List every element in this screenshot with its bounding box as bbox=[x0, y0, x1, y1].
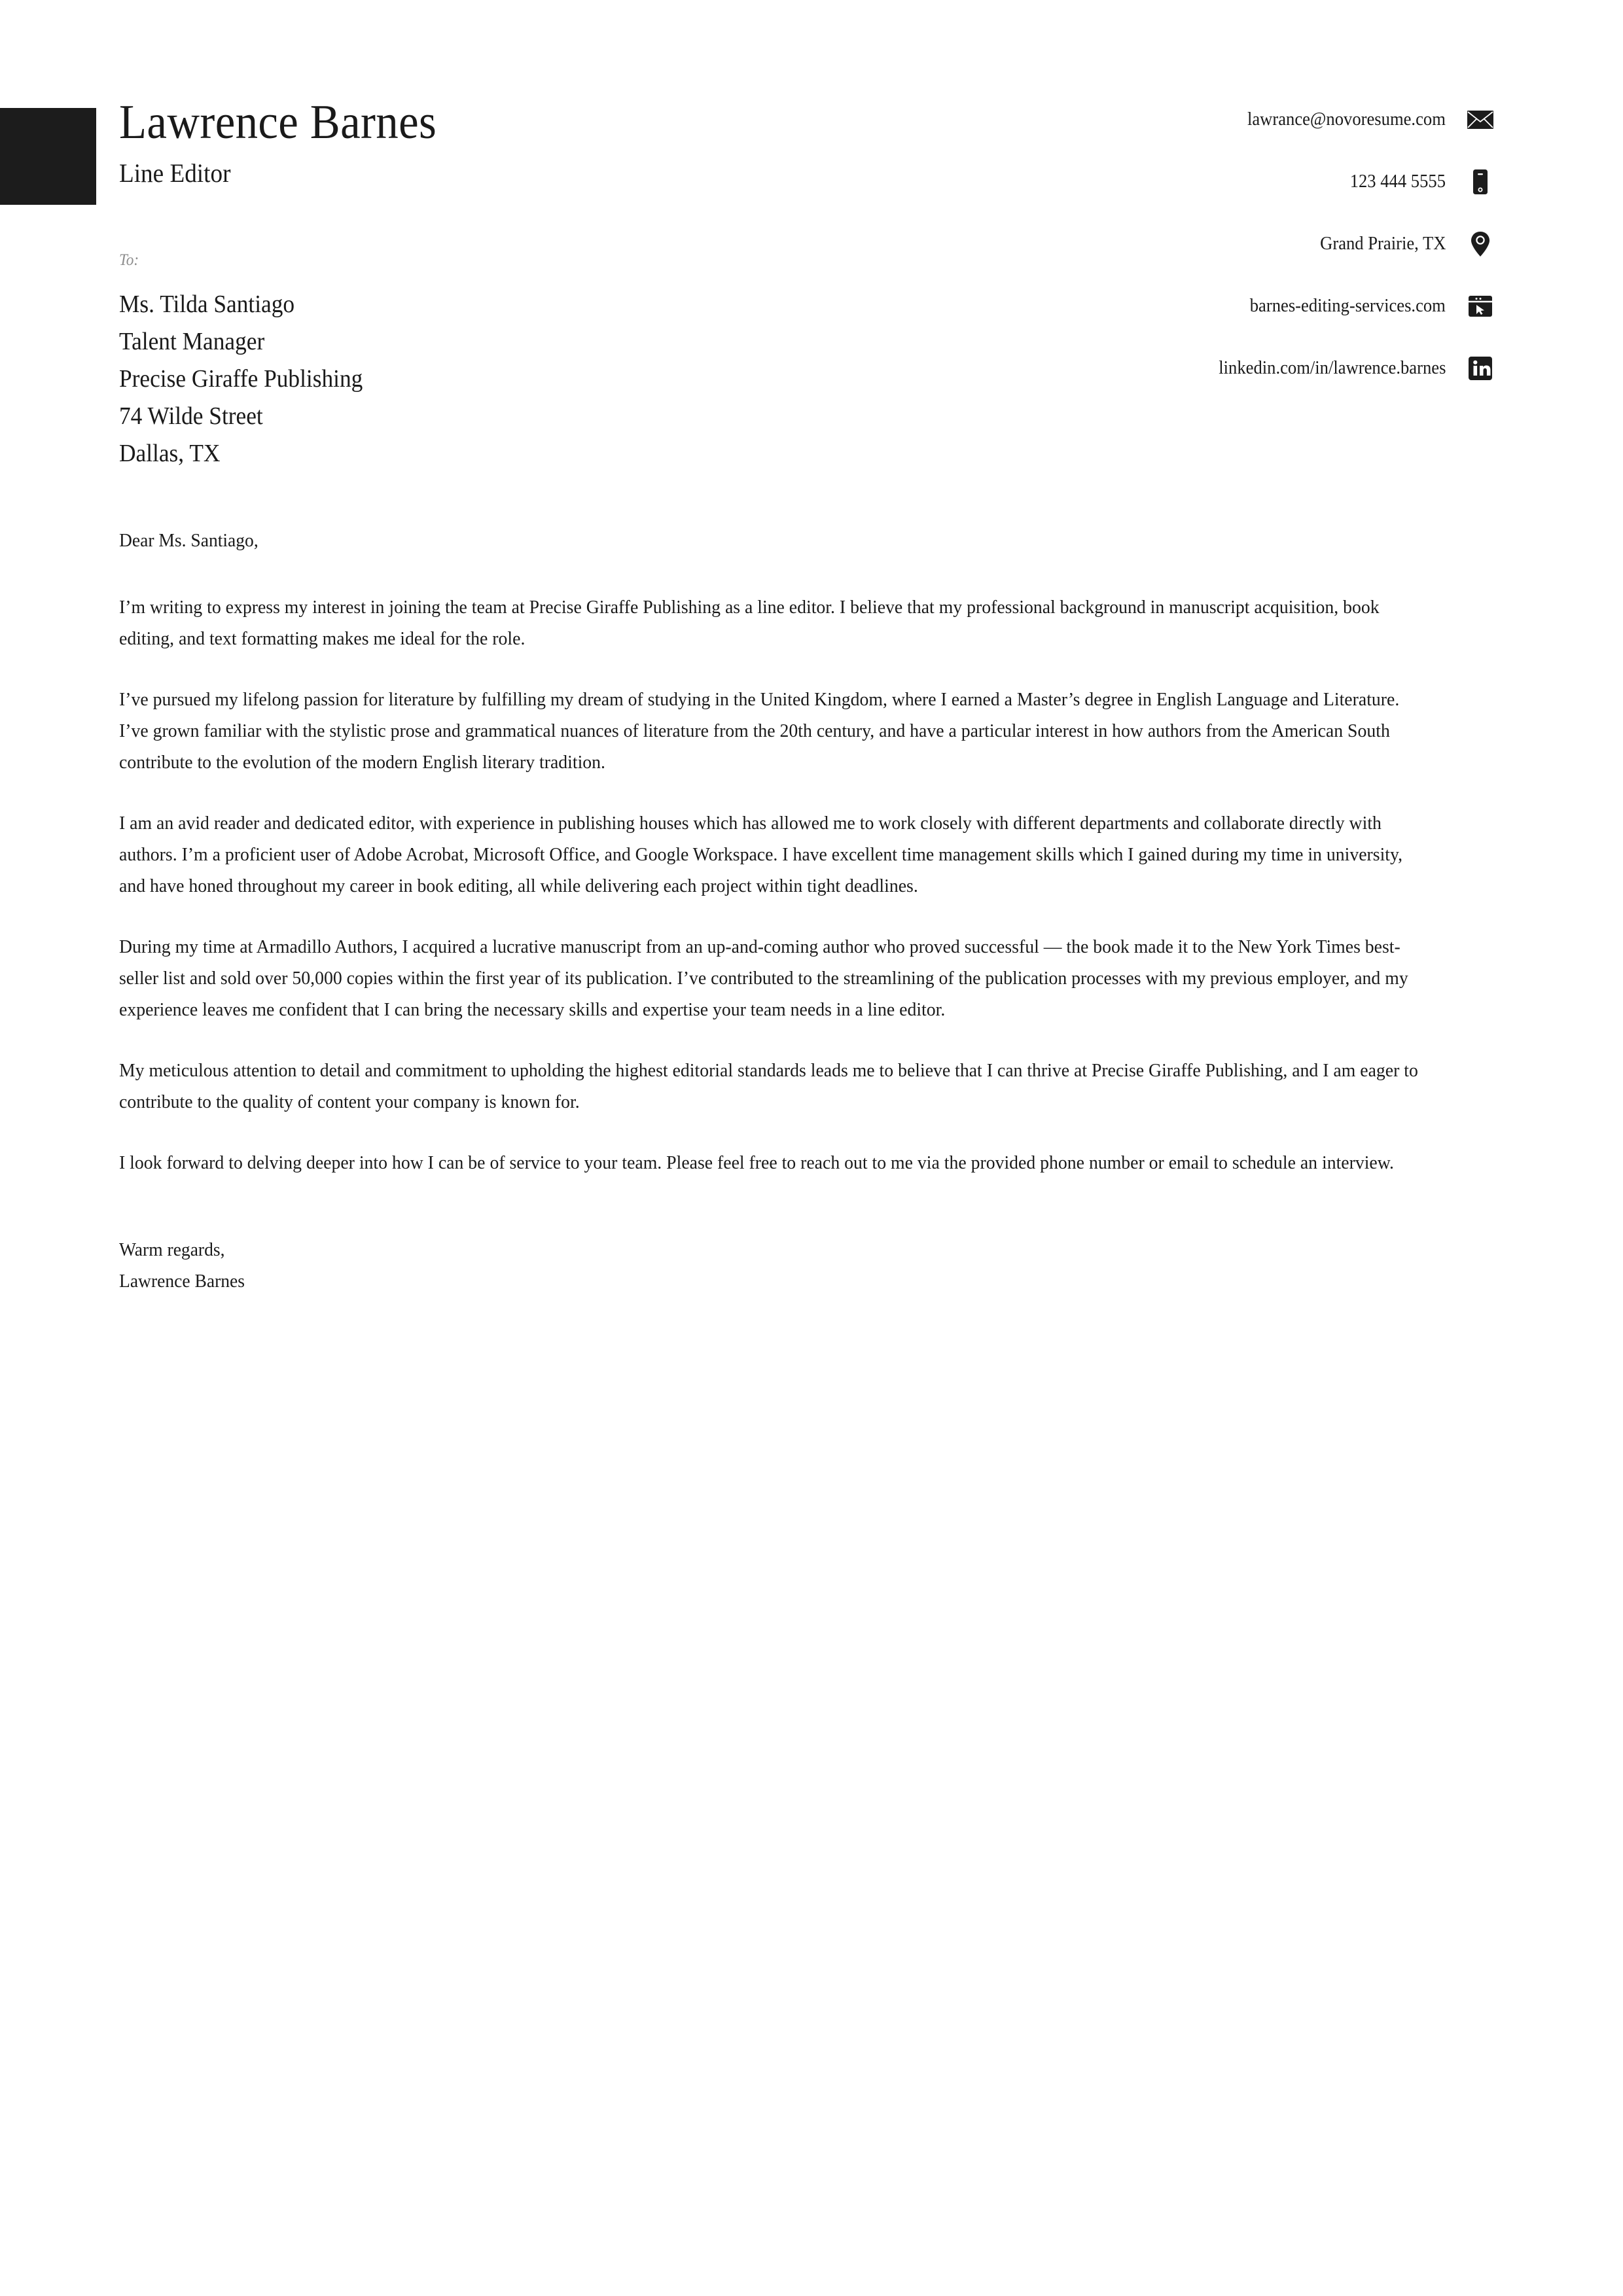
recipient-company: Precise Giraffe Publishing bbox=[119, 365, 363, 393]
letter-body bbox=[119, 531, 1427, 1297]
body-paragraph-6: I look forward to delving deeper into how I can be of service to your team. Please feel free to reach out to me via the provided phone number or email to schedule an interview. bbox=[119, 1152, 1394, 1173]
location-pin-icon bbox=[1465, 229, 1495, 259]
closing-block bbox=[119, 1234, 1361, 1297]
applicant-name: Lawrence Barnes bbox=[119, 96, 437, 149]
contact-value-email: lawrance@novoresume.com bbox=[1247, 109, 1446, 130]
recipient-block bbox=[119, 252, 904, 472]
signature-name: Lawrence Barnes bbox=[119, 1271, 245, 1292]
recipient-street: 74 Wilde Street bbox=[119, 402, 263, 430]
body-paragraph-2: I’ve pursued my lifelong passion for literature by fulfilling my dream of studying in the United Kingdom, where I earned a Master’s degree in English Language and Literature. I’ve grown familiar with the stylistic prose and grammatical nuances of literature from the 20th century, and have a particular interest in how authors from the American South contribute to the evolution of the modern English literary tradition. bbox=[119, 689, 1400, 773]
body-paragraph-3: I am an avid reader and dedicated editor, with experience in publishing houses which has allowed me to work closely with different departments and collaborate directly with authors. I’m a proficient user of Adobe Acrobat, Microsoft Office, and Google Workspace. I have excellent time management skills which I gained during my time in university, and have honed throughout my career in book editing, all while delivering each project within tight deadlines. bbox=[119, 813, 1403, 896]
contact-row-location[interactable] bbox=[841, 222, 1495, 266]
contact-row-phone[interactable] bbox=[841, 160, 1495, 203]
applicant-job-title: Line Editor bbox=[119, 158, 231, 188]
recipient-city: Dallas, TX bbox=[119, 440, 221, 467]
body-paragraph-1: I’m writing to express my interest in joining the team at Precise Giraffe Publishing as a line editor. I believe that my professional background in manuscript acquisition, book editing, and text formatting makes me ideal for the role. bbox=[119, 597, 1380, 649]
body-paragraph-4: During my time at Armadillo Authors, I acquired a lucrative manuscript from an up-and-coming author who proved successful — the book made it to the New York Times best-seller list and sold over 50,000 copies within the first year of its publication. I’ve contributed to the streamlining of the publication processes with my previous employer, and my experience leaves me confident that I can bring the necessary skills and expertise your team needs in a line editor. bbox=[119, 936, 1408, 1020]
recipient-name: Ms. Tilda Santiago bbox=[119, 291, 295, 318]
body-paragraph-5: My meticulous attention to detail and commitment to upholding the highest editorial standards leads me to believe that I can thrive at Precise Giraffe Publishing, and I am eager to contribute to the quality of content your company is known for. bbox=[119, 1060, 1418, 1112]
linkedin-icon bbox=[1465, 353, 1495, 383]
contact-details-list bbox=[841, 98, 1495, 409]
browser-cursor-icon bbox=[1465, 291, 1495, 321]
recipient-job-title: Talent Manager bbox=[119, 328, 265, 355]
accent-square-decoration bbox=[0, 108, 96, 205]
salutation: Dear Ms. Santiago, bbox=[119, 530, 259, 551]
contact-row-email[interactable] bbox=[841, 98, 1495, 141]
contact-value-location: Grand Prairie, TX bbox=[1319, 234, 1446, 254]
contact-row-linkedin[interactable] bbox=[841, 347, 1495, 390]
contact-value-website: barnes-editing-services.com bbox=[1249, 296, 1446, 316]
to-label: To: bbox=[119, 251, 139, 269]
envelope-icon bbox=[1465, 105, 1495, 135]
sign-off: Warm regards, bbox=[119, 1239, 225, 1260]
contact-row-website[interactable] bbox=[841, 285, 1495, 328]
smartphone-icon bbox=[1465, 167, 1495, 197]
contact-value-phone: 123 444 5555 bbox=[1349, 171, 1446, 192]
contact-value-linkedin: linkedin.com/in/lawrence.barnes bbox=[1218, 358, 1446, 378]
